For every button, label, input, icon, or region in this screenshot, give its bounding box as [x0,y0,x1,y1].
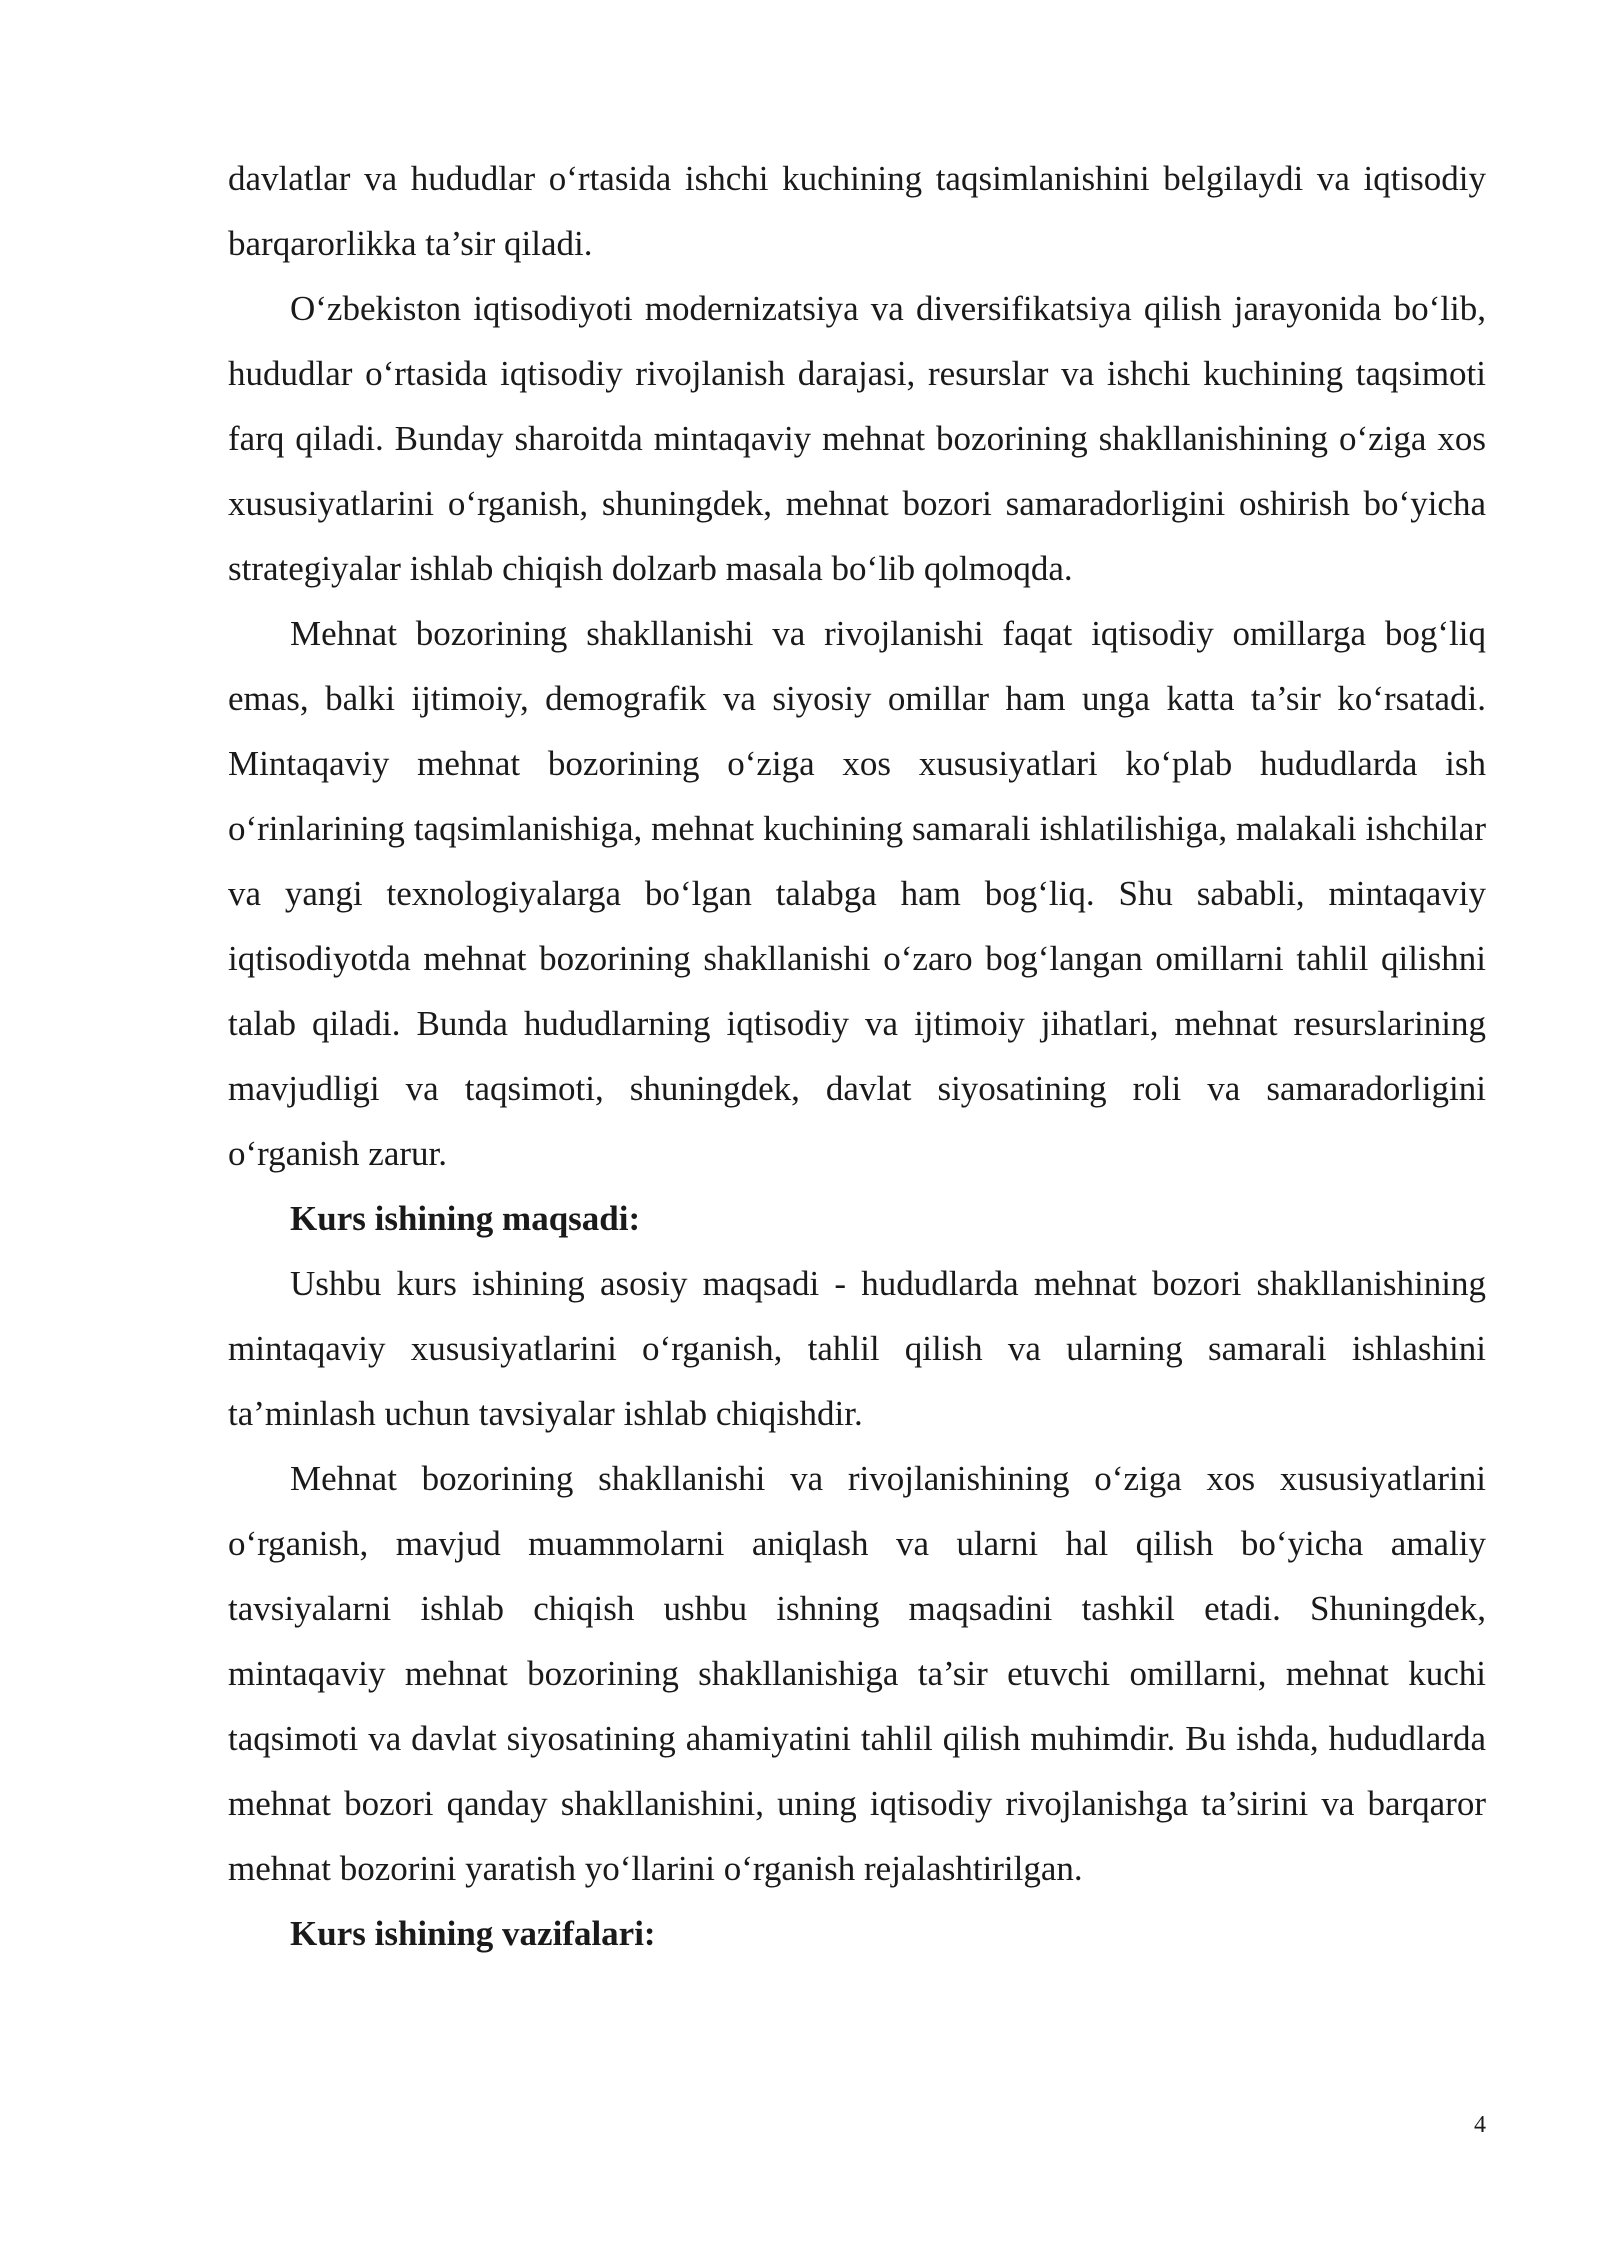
page-body [228,146,1486,1966]
paragraph-continuation: davlatlar va hududlar o‘rtasida ishchi kuchining taqsimlanishini belgilaydi va iqtisodiy barqarorlikka ta’sir qiladi. [228,159,1486,263]
paragraph-goal-details: Mehnat bozorining shakllanishi va rivojlanishining o‘ziga xos xususiyatlarini o‘rganish, mavjud muammolarni aniqlash va ularni hal qilish bo‘yicha amaliy tavsiyalarni ishlab chiqish ushbu ishning maqsadini tashkil etadi. Shuningdek, mintaqaviy mehnat bozorining shakllanishiga ta’sir etuvchi omillarni, mehnat kuchi taqsimoti va davlat siyosatining ahamiyatini tahlil qilish muhimdir. Bu ishda, hududlarda mehnat bozori qanday shakllanishini, uning iqtisodiy rivojlanishga ta’sirini va barqaror mehnat bozorini yaratish yo‘llarini o‘rganish rejalashtirilgan. [228,1459,1486,1888]
paragraph-uzbekistan-economy: O‘zbekiston iqtisodiyoti modernizatsiya va diversifikatsiya qilish jarayonida bo‘lib, hududlar o‘rtasida iqtisodiy rivojlanish darajasi, resurslar va ishchi kuchining taqsimoti farq qiladi. Bunday sharoitda mintaqaviy mehnat bozorining shakllanishining o‘ziga xos xususiyatlarini o‘rganish, shuningdek, mehnat bozori samaradorligini oshirish bo‘yicha strategiyalar ishlab chiqish dolzarb masala bo‘lib qolmoqda. [228,289,1486,588]
heading-course-goal: Kurs ishining maqsadi: [290,1199,641,1238]
paragraph-labor-market-factors: Mehnat bozorining shakllanishi va rivojlanishi faqat iqtisodiy omillarga bog‘liq emas, balki ijtimoiy, demografik va siyosiy omillar ham unga katta ta’sir ko‘rsatadi. Mintaqaviy mehnat bozorining o‘ziga xos xususiyatlari ko‘plab hududlarda ish o‘rinlarining taqsimlanishiga, mehnat kuchining samarali ishlatilishiga, malakali ishchilar va yangi texnologiyalarga bo‘lgan talabga ham bog‘liq. Shu sababli, mintaqaviy iqtisodiyotda mehnat bozorining shakllanishi o‘zaro bog‘langan omillarni tahlil qilishni talab qiladi. Bunda hududlarning iqtisodiy va ijtimoiy jihatlari, mehnat resurslarining mavjudligi va taqsimoti, shuningdek, davlat siyosatining roli va samaradorligini o‘rganish zarur. [228,614,1486,1173]
heading-course-tasks: Kurs ishining vazifalari: [290,1914,656,1953]
page-number: 4 [1474,2112,1486,2138]
paragraph-course-goal: Ushbu kurs ishining asosiy maqsadi - hududlarda mehnat bozori shakllanishining mintaqaviy xususiyatlarini o‘rganish, tahlil qilish va ularning samarali ishlashini ta’minlash uchun tavsiyalar ishlab chiqishdir. [228,1264,1486,1433]
